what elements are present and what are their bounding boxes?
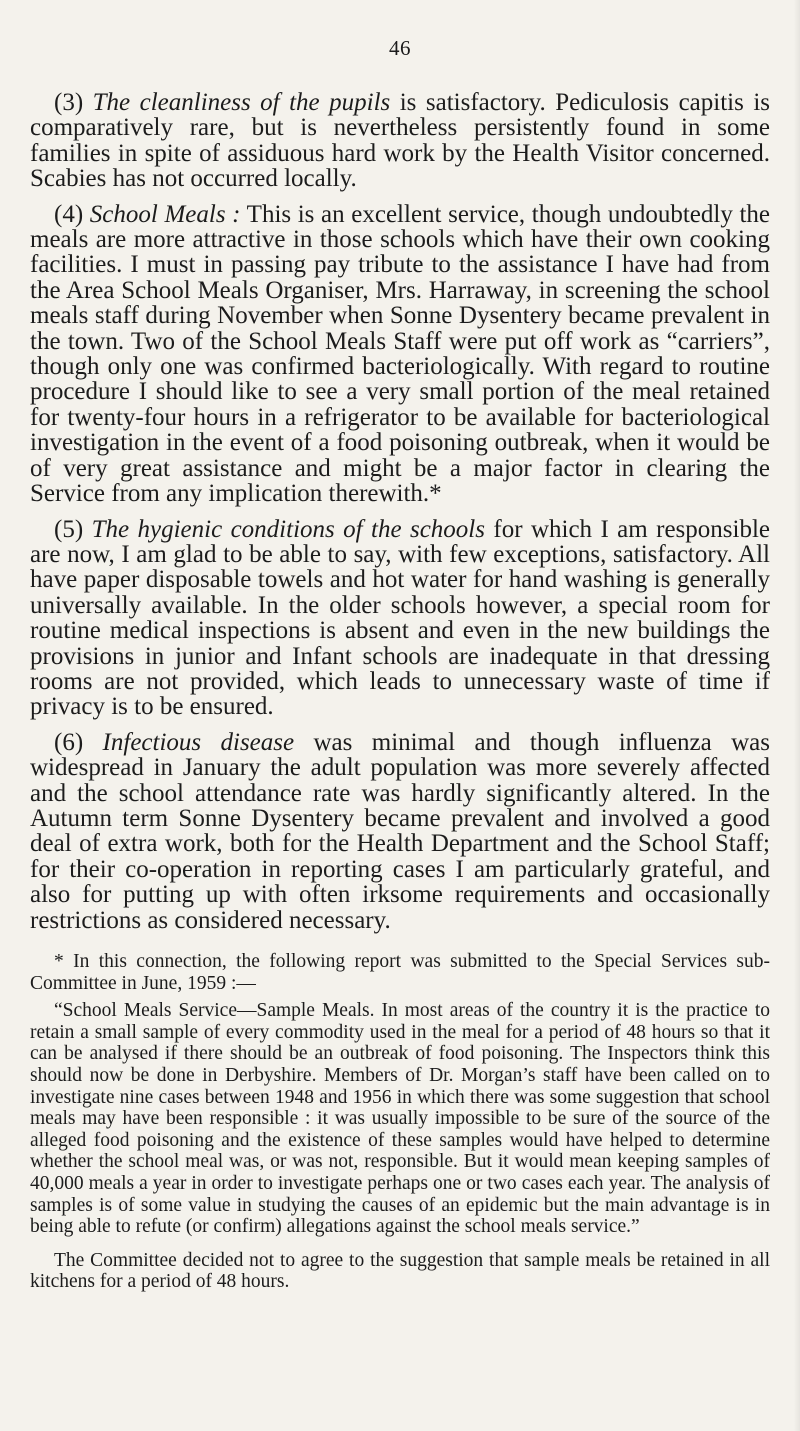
footnote-quote: “School Meals Service—Sample Meals. In most areas of the country it is the practice to retain a small sample of every commodity used in the meal for a period of 48 hours so that it can be analysed if there should be an outbreak of food poisoning. The Inspectors think this should now be done in Derbyshire. Members of Dr. Morgan’s staff have been called on to investigate nine cases between 1948 and 1956 in which there was some suggestion that school meals may have been responsible : it was usually impossible to be sure of the source of the alleged food poisoning and the existence of these samples would have helped to determine whether the school meal was, or was not, responsible. But it would mean keeping samples of 40,000 meals a year in order to investigate perhaps one or two cases each year. The analysis of samples is of some value in studying the causes of an epidemic but the main advantage is in being able to refute (or confirm) allegations against the school meals service.” bbox=[30, 1000, 770, 1238]
paragraph-text: for which I am responsible are now, I am glad to be able to say, with few exceptions, satisfactory. All have paper disposable towels and hot water for hand washing is generally universally available. In the older schools however, a special room for routine medical inspections is absent and even in the new buildings the provisions in junior and Infant schools are inadequate in that dressing rooms are not provided, which leads to unnecessary waste of time if privacy is to be ensured. bbox=[30, 515, 771, 721]
paragraph-topic: The cleanliness of the pupils bbox=[92, 89, 391, 116]
paragraph-text: is satisfactory. Pediculosis capitis is comparatively rare, but is nevertheless persistently found in some families in spite of assiduous hard work by the Health Visitor concerned. Scabies has not occurred locally. bbox=[30, 89, 770, 193]
footnote-decision: The Committee decided not to agree to the suggestion that sample meals be retained in all kitchens for a period of 48 hours. bbox=[30, 1249, 770, 1293]
page-number: 46 bbox=[389, 36, 411, 60]
paragraph-infectious-disease bbox=[30, 730, 770, 933]
paragraph-text: This is an excellent service, though undoubtedly the meals are more attractive in those schools which have their own cooking facilities. I must in passing pay tribute to the assistance I have had from the Area School Meals Organiser, Mrs. Harraway, in screening the school meals staff during November when Sonne Dysentery became prevalent in the town. Two of the School Meals Staff were put off work as “carriers”, though only one was confirmed bacteriologically. With regard to routine procedure I should like to see a very small portion of the meal retained for twenty-four hours in a refrigerator to be available for bacteriological investigation in the event of a food poisoning outbreak, when it would be of very great assistance and might be a major factor in clearing the Service from any implication therewith.* bbox=[30, 200, 770, 508]
paragraph-topic: Infectious disease bbox=[102, 728, 295, 756]
paragraph-cleanliness bbox=[30, 90, 770, 192]
paragraph-number: (3) bbox=[54, 89, 84, 116]
paragraph-topic: The hygienic conditions of the schools bbox=[91, 515, 485, 543]
document-body bbox=[30, 90, 770, 1299]
footnote bbox=[30, 951, 770, 1293]
paragraph-hygienic-conditions bbox=[30, 517, 770, 720]
paragraph-school-meals bbox=[30, 202, 770, 507]
paragraph-number: (5) bbox=[54, 515, 84, 543]
footnote-intro: * In this connection, the following report was submitted to the Special Services sub-Committee in June, 1959 :— bbox=[30, 951, 770, 994]
paragraph-topic: School Meals : bbox=[89, 200, 241, 228]
page-edge-shadow bbox=[794, 0, 800, 1431]
paragraph-number: (4) bbox=[54, 200, 84, 228]
paragraph-number: (6) bbox=[54, 728, 84, 756]
paragraph-text: was minimal and though influenza was widespread in January the adult population was more severely affected and the school attendance rate was hardly significantly altered. In the Autumn term Sonne Dysentery became prevalent and involved a good deal of extra work, both for the Health Department and the School Staff; for their co-operation in reporting cases I am particularly grateful, and also for putting up with often irksome requirements and occasionally restrictions as considered necessary. bbox=[30, 728, 771, 934]
